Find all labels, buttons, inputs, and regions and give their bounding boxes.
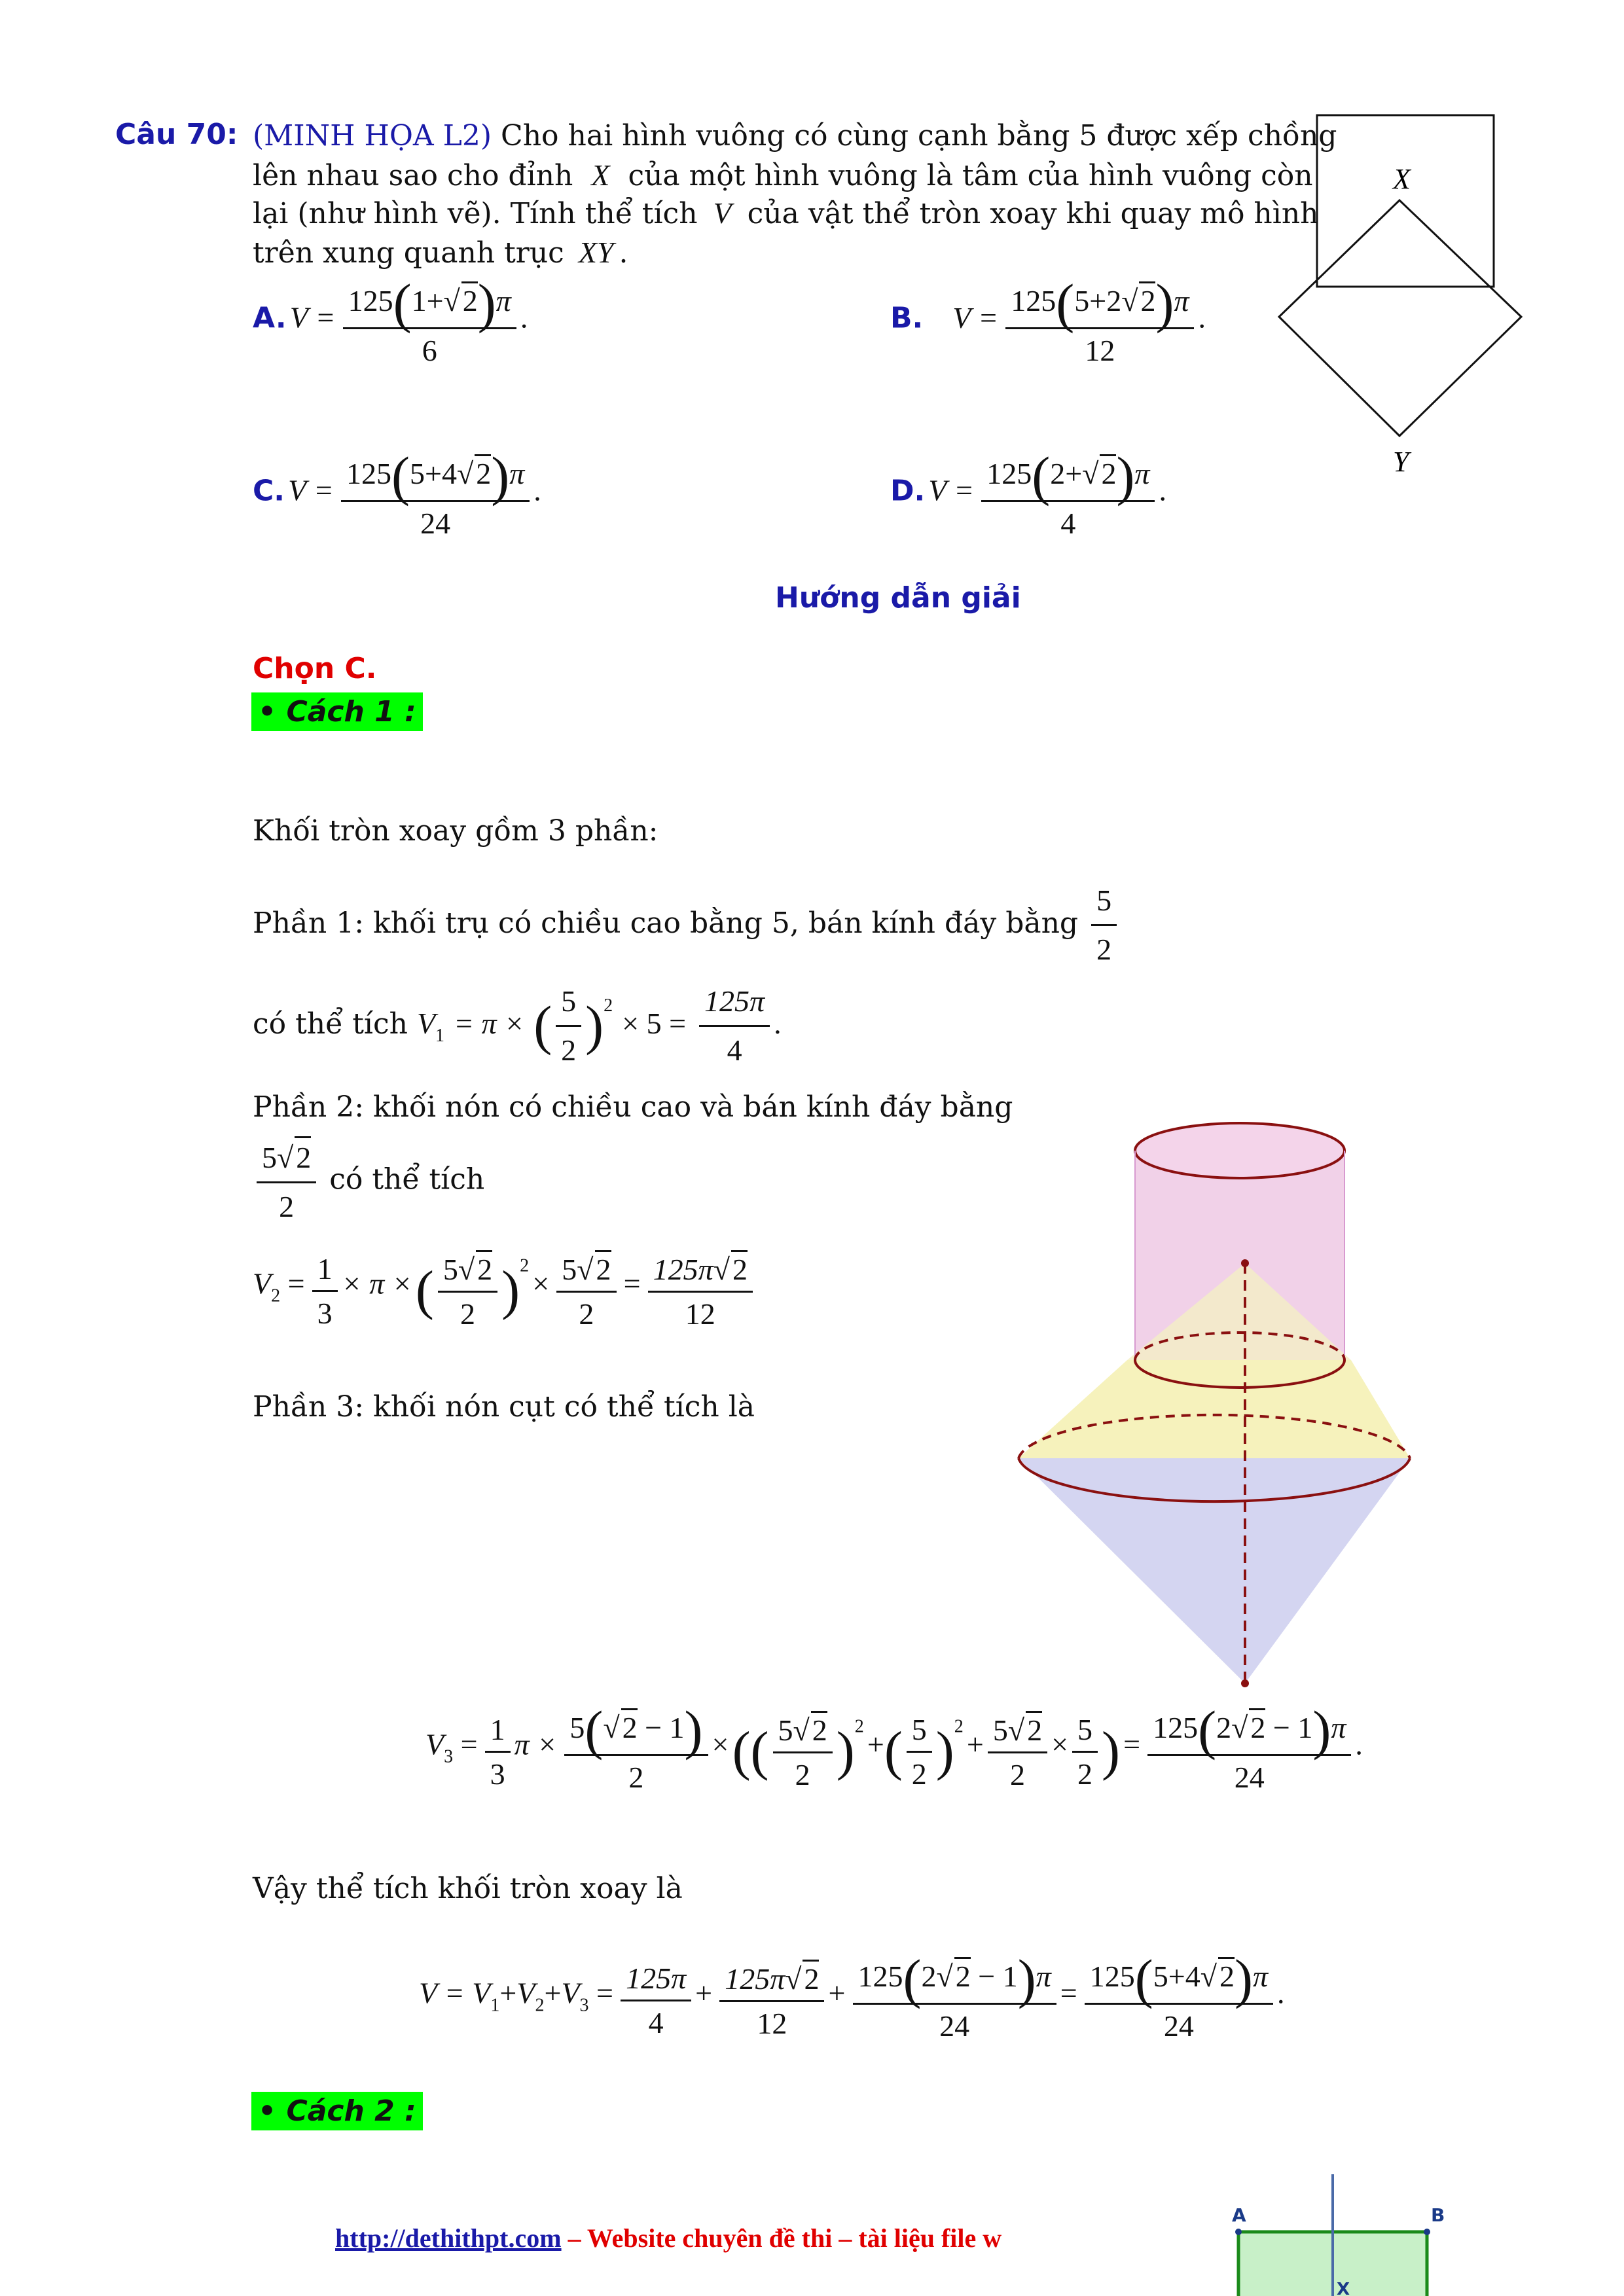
question-line-1: (MINH HỌA L2) Cho hai hình vuông có cùng cạnh bằng 5 được xếp chồng [253,119,1337,152]
cylinder-top [1135,1123,1344,1178]
question-line-4: trên xung quanh trục XY . [253,236,628,270]
frustum [1019,1360,1410,1458]
point-a [1235,2229,1242,2235]
footer-link[interactable]: http://dethithpt.com [335,2223,562,2253]
part-3-volume: V3 = $\frac{1}{3}$ π × $\frac{5(√2 - 1)}{2}$ × (( $\frac{5√2}{2}$ )2 +( $\frac{5}{2}$ )2 + $\frac{5√2}{2}$ × $\frac{5}{2}$ ) = $\frac{125(2√2 - 1)\pi}{24}$ . [425,1700,1363,1795]
part-3-text: Phần 3: khối nón cụt có thể tích là [253,1390,755,1424]
question-source: (MINH HỌA L2) [253,119,492,152]
label-x-2: X [1337,2280,1350,2296]
footer [335,2223,1001,2253]
solid-of-revolution-figure [1008,1113,1506,1689]
final-volume: V = V1+V2+V3 = $\frac{125\pi}{4}$ + $\frac{125\pi√2}{12}$ + $\frac{125(2√2 - 1)\pi}{24}$ = $\frac{125(5+4√2)\pi}{24}$ . [419,1948,1285,2043]
part-1-text: Phần 1: khối trụ có chiều cao bằng 5, bán kính đáy bằng $\frac{5}{2}$ [253,881,1121,969]
label-x: X [1393,163,1411,195]
two-squares-figure [1270,111,1532,478]
rotated-square [1279,200,1521,436]
method-1-label: • Cách 1 : [251,692,423,731]
question-line-2: lên nhau sao cho đỉnh X của một hình vuông là tâm của hình vuông còn [253,158,1313,192]
solution-heading: Hướng dẫn giải [775,581,1021,615]
label-b: B [1431,2204,1445,2226]
apex-point [1241,1259,1249,1267]
question-line-3: lại (như hình vẽ). Tính thể tích V của vật thể tròn xoay khi quay mô hình [253,196,1319,230]
option-c[interactable]: C. V = $\frac{125(5+4√2)\pi}{24}$ . [253,446,541,541]
part-2-volume: V2 = $\frac{1}{3}$ × π × ( $\frac{5√2}{2}$ )2 × $\frac{5√2}{2}$ = $\frac{125\pi√2}{12}$ [253,1250,757,1331]
solution-intro: Khối tròn xoay gồm 3 phần: [253,814,659,848]
point-b [1424,2229,1430,2235]
chosen-answer: Chọn C. [253,652,377,685]
method-2-label: • Cách 2 : [251,2092,423,2130]
part-1-volume: có thể tích $V_1 = \pi$ × ( $\frac{5}{2}$ )$^2$ × 5 = $\frac{125\pi}{4}$ . [253,982,782,1070]
conclusion-text: Vậy thể tích khối tròn xoay là [253,1872,683,1905]
bottom-point [1241,1679,1249,1687]
part-2-radius: $\frac{5√2}{2}$ có thể tích [253,1136,484,1227]
top-square [1317,115,1494,287]
label-y: Y [1393,446,1409,478]
option-d[interactable]: D. V = $\frac{125(2+√2)\pi}{4}$ . [890,446,1166,541]
question-label: Câu 70: [115,118,238,151]
option-b[interactable]: B. V = $\frac{125(5+2√2)\pi}{12}$ . [890,273,1206,368]
option-a[interactable]: A. V = $\frac{125(1+√2)\pi}{6}$ . [253,273,528,368]
label-a: A [1232,2204,1246,2226]
lower-cone [1019,1458,1410,1683]
method-2-figure [1204,2160,1492,2296]
footer-text: – Website chuyên đề thi – tài liệu file w [561,2223,1002,2253]
part-2-text: Phần 2: khối nón có chiều cao và bán kính đáy bằng [253,1090,1013,1124]
